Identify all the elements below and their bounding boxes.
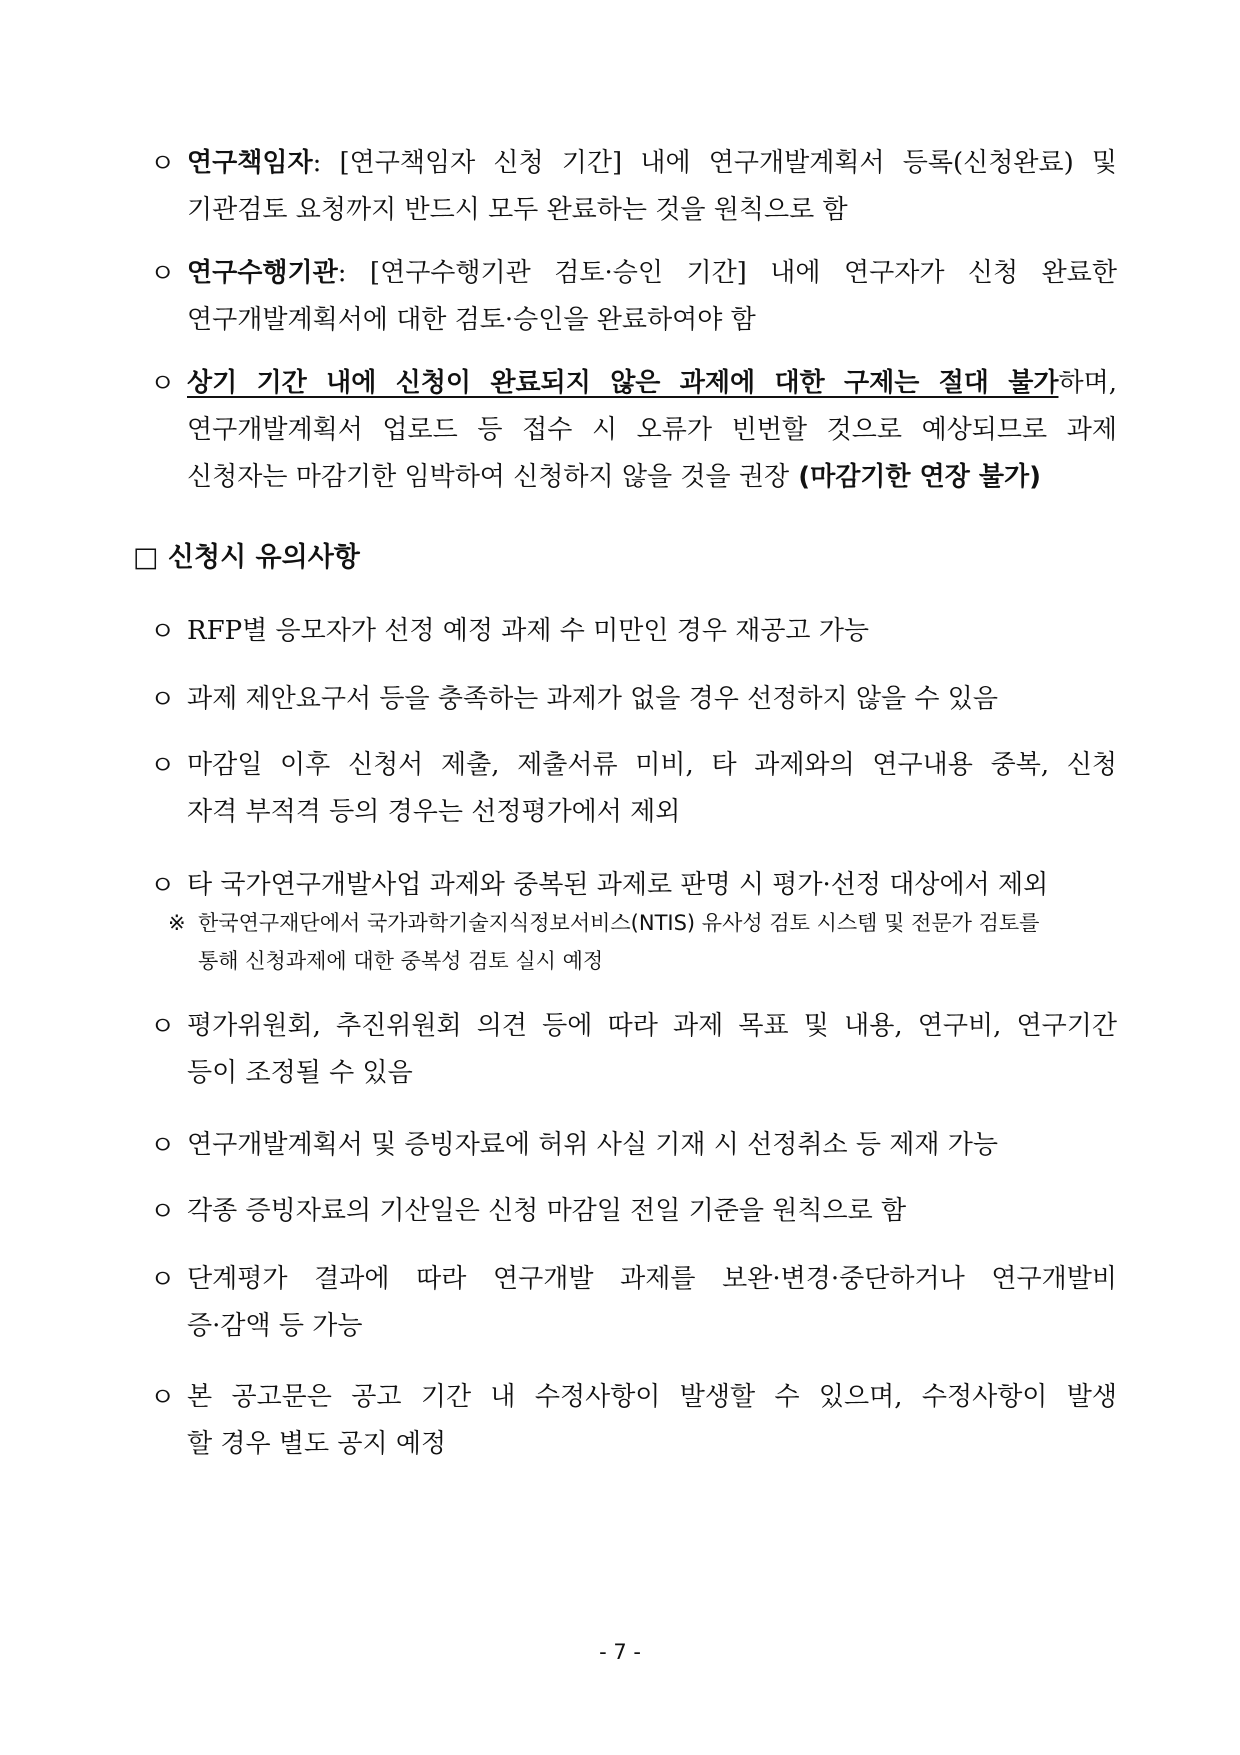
list-item-line: 평가위원회, 추진위원회 의견 등에 따라 과제 목표 및 내용, 연구비, 연구기간: [187, 1011, 1117, 1041]
circle-bullet: ㅇ: [150, 1197, 176, 1227]
circle-bullet: ㅇ: [150, 149, 176, 179]
bullet-line: 연구개발계획서에 대한 검토·승인을 완료하여야 함: [187, 305, 756, 335]
bullet-lead: 연구수행기관: [187, 258, 338, 288]
circle-bullet: ㅇ: [150, 369, 176, 399]
list-item-line: 마감일 이후 신청서 제출, 제출서류 미비, 타 과제와의 연구내용 중복, 신청: [187, 750, 1117, 780]
list-item-line: 각종 증빙자료의 기산일은 신청 마감일 전일 기준을 원칙으로 함: [187, 1196, 907, 1226]
bullet-text: : [연구수행기관 검토·승인 기간] 내에 연구자가 신청 완료한: [337, 258, 1117, 288]
circle-bullet: ㅇ: [150, 685, 176, 715]
list-item-line: 자격 부적격 등의 경우는 선정평가에서 제외: [187, 797, 681, 827]
bullet-line: 신청자는 마감기한 임박하여 신청하지 않을 것을 권장: [187, 462, 790, 492]
circle-bullet: ㅇ: [150, 1383, 176, 1413]
list-item-line: 연구개발계획서 및 증빙자료에 허위 사실 기재 시 선정취소 등 제재 가능: [187, 1130, 999, 1160]
list-item-line: 등이 조정될 수 있음: [187, 1058, 413, 1088]
list-item-line: 본 공고문은 공고 기간 내 수정사항이 발생할 수 있으며, 수정사항이 발생: [187, 1382, 1117, 1412]
circle-bullet: ㅇ: [150, 259, 176, 289]
list-item-line: 타 국가연구개발사업 과제와 중복된 과제로 판명 시 평가·선정 대상에서 제외: [187, 870, 1049, 900]
list-item-line: 과제 제안요구서 등을 충족하는 과제가 없을 경우 선정하지 않을 수 있음: [187, 684, 999, 714]
footnote-line: 한국연구재단에서 국가과학기술지식정보서비스(NTIS) 유사성 검토 시스템 및 전문가 검토를: [198, 911, 1040, 935]
list-item-line: RFP별 응모자가 선정 예정 과제 수 미만인 경우 재공고 가능: [187, 616, 870, 646]
list-item-line: 증·감액 등 가능: [187, 1311, 363, 1341]
circle-bullet: ㅇ: [150, 1012, 176, 1042]
bullet-line: 기관검토 요청까지 반드시 모두 완료하는 것을 원칙으로 함: [187, 195, 848, 225]
circle-bullet: ㅇ: [150, 617, 176, 647]
bullet-text: : [연구책임자 신청 기간] 내에 연구개발계획서 등록(신청완료) 및: [312, 148, 1117, 178]
circle-bullet: ㅇ: [150, 1265, 176, 1295]
page-number: - 7 -: [599, 1640, 641, 1664]
bullet-lead-underlined: 상기 기간 내에 신청이 완료되지 않은 과제에 대한 구제는 절대 불가: [187, 368, 1059, 398]
bullet-line: 연구개발계획서 업로드 등 접수 시 오류가 빈번할 것으로 예상되므로 과제: [187, 415, 1117, 445]
circle-bullet: ㅇ: [150, 1131, 176, 1161]
list-item-line: 단계평가 결과에 따라 연구개발 과제를 보완·변경·중단하거나 연구개발비: [187, 1264, 1117, 1294]
bullet-lead: 연구책임자: [187, 148, 313, 178]
footnote-line: 통해 신청과제에 대한 중복성 검토 실시 예정: [198, 949, 604, 973]
bullet-text: 하며,: [1058, 368, 1117, 398]
circle-bullet: ㅇ: [150, 871, 176, 901]
reference-mark: ※: [168, 911, 186, 935]
list-item-line: 할 경우 별도 공지 예정: [187, 1429, 447, 1459]
section-title: □ 신청시 유의사항: [133, 542, 360, 573]
bullet-bold-tail: (마감기한 연장 불가): [789, 462, 1041, 492]
circle-bullet: ㅇ: [150, 751, 176, 781]
